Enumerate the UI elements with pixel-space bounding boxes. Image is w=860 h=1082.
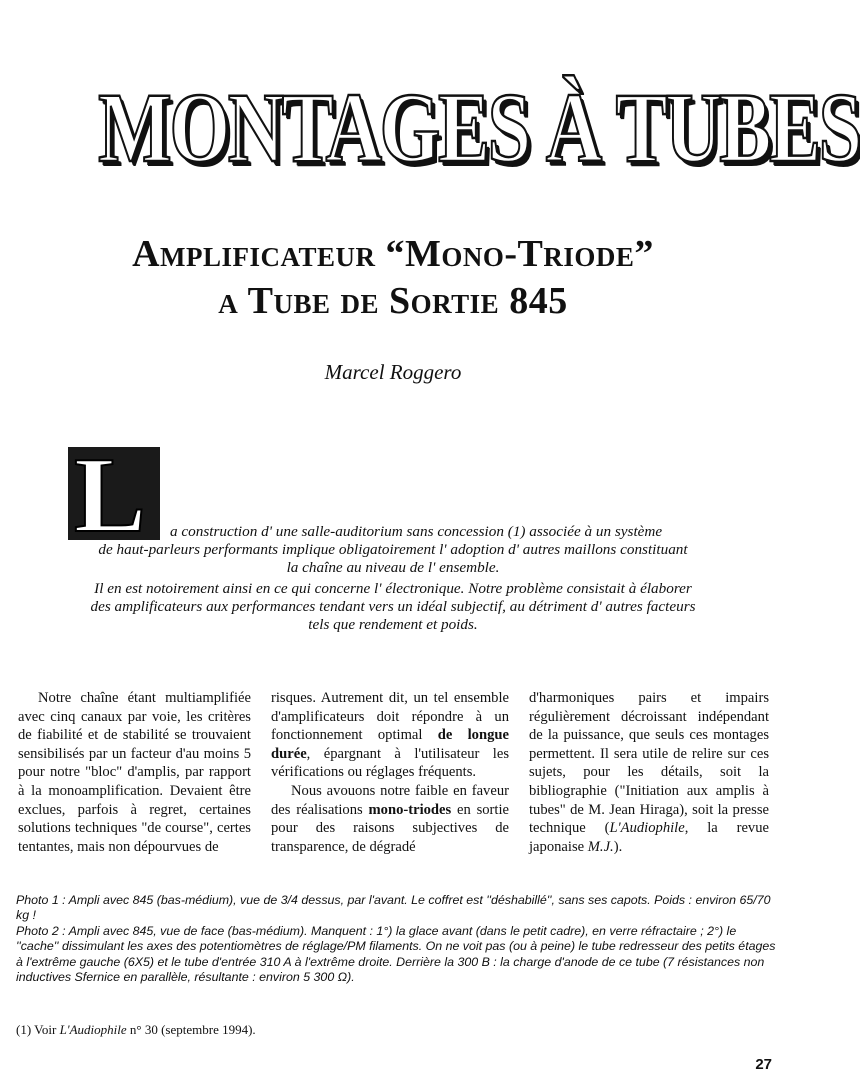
drop-cap-letter: L — [74, 436, 147, 555]
body-column-2 — [271, 689, 509, 856]
emphasis-text: de longue durée — [271, 727, 509, 762]
banner-text: MONTAGES À TUBES — [98, 72, 860, 183]
page-number: 27 — [755, 1056, 772, 1073]
intro-line-1: a construction d' une salle-auditorium sans concession (1) associée à un système — [170, 523, 663, 540]
emphasis-text: mono-triodes — [368, 801, 452, 818]
intro-line-5: des amplificateurs aux performances tendant vers un idéal subjectif, au détriment d' autres facteurs — [90, 598, 696, 615]
paragraph: risques. Autrement dit, un tel ensemble d'amplificateurs doit répondre à un fonctionnement optimal de longue durée, épargnant à l'utilisateur les vérifications ou réglages fréquents. — [271, 690, 509, 781]
publication-name: M.J. — [587, 838, 614, 855]
intro-line-4: Il en est notoirement ainsi en ce qui concerne l' électronique. Notre problème consistait à élaborer — [94, 580, 692, 597]
article-title-line2: a Tube de Sortie 845 — [218, 280, 568, 322]
author-name: Marcel Roggero — [324, 360, 462, 384]
intro-line-2: de haut-parleurs performants implique obligatoirement l' adoption d' autres maillons constituant — [98, 541, 688, 558]
publication-name: L'Audiophile — [59, 1022, 127, 1037]
paragraph: Nous avouons notre faible en faveur des réalisations mono-triodes en sortie pour des raisons subjectives de transparence, de dégradé — [271, 782, 510, 855]
drop-cap — [68, 436, 160, 555]
intro-line-3: la chaîne au niveau de l' ensemble. — [286, 559, 500, 576]
paragraph: d'harmoniques pairs et impairs régulièrement décroissant indépendant de la puissance, que seuls ces montages permettent. Il sera utile de relire sur ces sujets, pour les détails, soit la bibliographie ("Initiation aux amplis à tubes" de M. Jean Hiraga), soit la presse technique (L'Audiophile, la revue japonaise M.J.). — [529, 690, 769, 855]
intro-line-6: tels que rendement et poids. — [308, 616, 478, 633]
publication-name: L'Audiophile — [609, 820, 685, 837]
body-column-1 — [18, 689, 251, 856]
caption-photo-1: Photo 1 : Ampli avec 845 (bas-médium), vue de 3/4 dessus, par l'avant. Le coffret est ''déshabillé'', sans ses capots. Poids : environ 65/70 kg ! — [16, 893, 771, 923]
article-title-line1: Amplificateur “Mono-Triode” — [132, 233, 654, 275]
paragraph: Notre chaîne étant multiamplifiée avec cinq canaux par voie, les critères de fiabilité et de stabilité se trouvaient sensibilisés par un facteur d'au moins 5 pour notre "bloc" d'amplis, par rapport à la monoamplification. Devaient être exclues, parfois à regret, certaines solutions techniques "de course", certes tentantes, mais non dépourvues de — [18, 690, 251, 855]
body-column-3 — [529, 689, 769, 856]
section-banner — [15, 72, 860, 183]
photo-captions — [16, 893, 776, 985]
caption-photo-2: Photo 2 : Ampli avec 845, vue de face (bas-médium). Manquent : 1°) la glace avant (dans le petit cadre), en verre réfractaire ; 2°) le ''cache'' dissimulant les axes des potentiomètres de réglage/PM filaments. On ne voit pas (ou à peine) le tube redresseur des petits étages à l'extrême gauche (6X5) et le tube d'entrée 310 A à l'extrême droite. Derrière la 300 B : la charge d'anode de ce tube (7 résistances non inductives Sfernice en parallèle, résultante : environ 5 300 Ω). — [16, 923, 776, 985]
footnote: (1) Voir L'Audiophile n° 30 (septembre 1994). — [16, 1022, 256, 1037]
